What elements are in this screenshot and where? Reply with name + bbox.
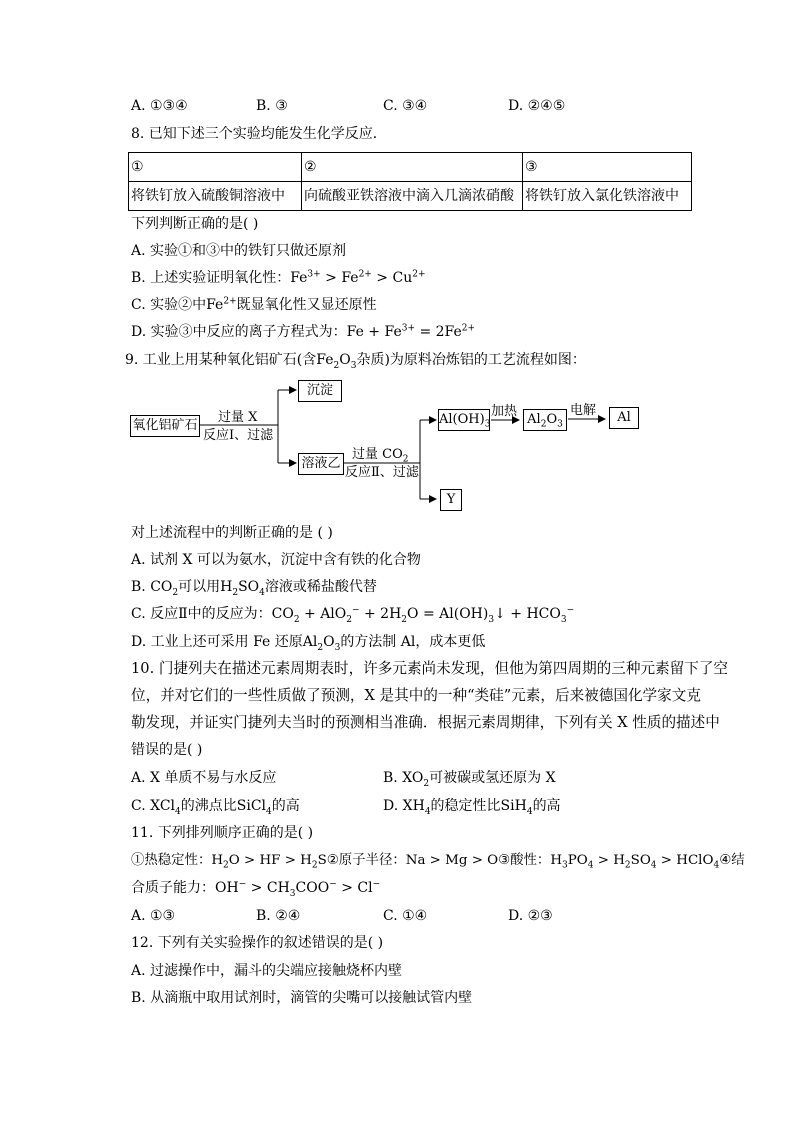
- q8-option-a: A. 实验①和③中的铁钉只做还原剂: [131, 243, 347, 259]
- q9-prompt: 对上述流程中的判断正确的是 ( ): [131, 525, 333, 541]
- table-cell-2: 向硫酸亚铁溶液中滴入几滴浓硝酸: [302, 182, 523, 211]
- process-flow-diagram: [128, 375, 648, 515]
- alumina-box: $Al_2O_3$: [523, 409, 567, 431]
- table-row: [129, 153, 692, 182]
- q11-option-d: D. ②③: [508, 908, 553, 924]
- q11-stem: 11. 下列排列顺序正确的是( ): [131, 825, 314, 841]
- q10-stem-line-3: 勒发现，并证实门捷列夫当时的预测相当准确．根据元素周期律，下列有关 X 性质的描述中: [131, 714, 720, 731]
- q7-option-c: C. ③④: [383, 98, 428, 114]
- solution-b-box: 溶液乙: [298, 453, 344, 475]
- heat-label: 加热: [491, 404, 518, 419]
- q11-statement-line-1: ①热稳定性：$H_2O$ > HF > $H_2S②$原子半径：Na > Mg > O③酸性：$H_3PO_4 > H_2SO_4$ > HClO$_4$④结: [131, 853, 745, 871]
- table-cell-3: 将铁钉放入氯化铁溶液中: [523, 182, 692, 211]
- precipitate-box: 沉淀: [298, 380, 342, 402]
- aluminum-hydroxide-box: $Al(OH)_3$: [438, 409, 490, 431]
- q8-option-b: B. 上述实验证明氧化性：$Fe^{3+} > Fe^{2+} > Cu^{2+}$: [131, 269, 426, 286]
- table-header-2: ②: [302, 153, 523, 182]
- table-header-3: ③: [523, 153, 692, 182]
- ore-box: 氧化铝矿石: [130, 415, 200, 437]
- q7-option-b: B. ③: [256, 98, 288, 114]
- q9-option-c: C. 反应Ⅱ中的反应为：$CO_2 + AlO_2^- + 2H_2O$ = $Al(OH)_3↓ + HCO_3^-$: [131, 605, 575, 625]
- q8-prompt: 下列判断正确的是( ): [131, 216, 259, 232]
- q9-option-a: A. 试剂 X 可以为氨水，沉淀中含有铁的化合物: [131, 552, 421, 568]
- reagent-x-label: 过量 X: [218, 410, 258, 425]
- q8-option-d: D. 实验③中反应的离子方程式为：$Fe + Fe^{3+} = 2Fe^{2+}$: [131, 323, 476, 340]
- table-cell-1: 将铁钉放入硫酸铜溶液中: [129, 182, 302, 211]
- aluminum-box: Al: [609, 407, 639, 429]
- q8-option-c: C. 实验②中$Fe^{2+}$既显氧化性又显还原性: [131, 296, 377, 313]
- q10-option-a: A. X 单质不易与水反应: [131, 770, 277, 786]
- table-row: [129, 182, 692, 211]
- q9-option-d: D. 工业上还可采用 Fe 还原$Al_2O_3$的方法制 Al，成本更低: [131, 634, 486, 653]
- q10-stem-line-4: 错误的是( ): [131, 742, 203, 758]
- q11-option-c: C. ①④: [383, 908, 428, 924]
- q8-stem: 8. 已知下述三个实验均能发生化学反应．: [131, 126, 387, 142]
- electrolysis-label: 电解: [570, 403, 597, 418]
- reaction-1-label: 反应Ⅰ、过滤: [203, 428, 274, 443]
- q11-option-b: B. ②④: [256, 908, 301, 924]
- co2-label: 过量 $CO_2$: [352, 447, 409, 465]
- q9-stem: 9. 工业上用某种氧化铝矿石(含$Fe_2O_3$杂质)为原料冶炼铝的工艺流程如图：: [125, 352, 586, 371]
- q10-option-b: B. $XO_2$可被碳或氢还原为 X: [383, 770, 556, 789]
- q10-option-c: C. XCl$_4$的沸点比SiCl$_4$的高: [131, 798, 300, 817]
- q10-stem-line-2: 位，并对它们的一些性质做了预测，X 是其中的一种“类硅”元素，后来被德国化学家文克: [131, 687, 701, 704]
- q12-stem: 12. 下列有关实验操作的叙述错误的是( ): [131, 935, 384, 951]
- q10-stem-line-1: 10. 门捷列夫在描述元素周期表时，许多元素尚未发现，但他为第四周期的三种元素留下了空: [131, 660, 729, 677]
- reaction-2-label: 反应Ⅱ、过滤: [345, 465, 419, 480]
- q7-option-d: D. ②④⑤: [508, 98, 566, 114]
- q9-option-b: B. $CO_2$可以用$H_2SO_4$溶液或稀盐酸代替: [131, 579, 377, 598]
- q10-option-d: D. $XH_4$的稳定性比SiH$_4$的高: [383, 798, 561, 817]
- q11-option-a: A. ①③: [131, 908, 176, 924]
- q11-statement-line-2: 合质子能力：$OH^- > CH_3COO^- > Cl^-$: [131, 879, 381, 899]
- product-y-box: Y: [440, 489, 462, 511]
- q8-experiment-table: [128, 152, 692, 211]
- table-header-1: ①: [129, 153, 302, 182]
- q12-option-a: A. 过滤操作中，漏斗的尖端应接触烧杯内壁: [131, 963, 403, 979]
- q12-option-b: B. 从滴瓶中取用试剂时，滴管的尖嘴可以接触试管内壁: [131, 990, 473, 1006]
- flow-arrows: [128, 375, 648, 515]
- q7-option-a: A. ①③④: [131, 98, 188, 114]
